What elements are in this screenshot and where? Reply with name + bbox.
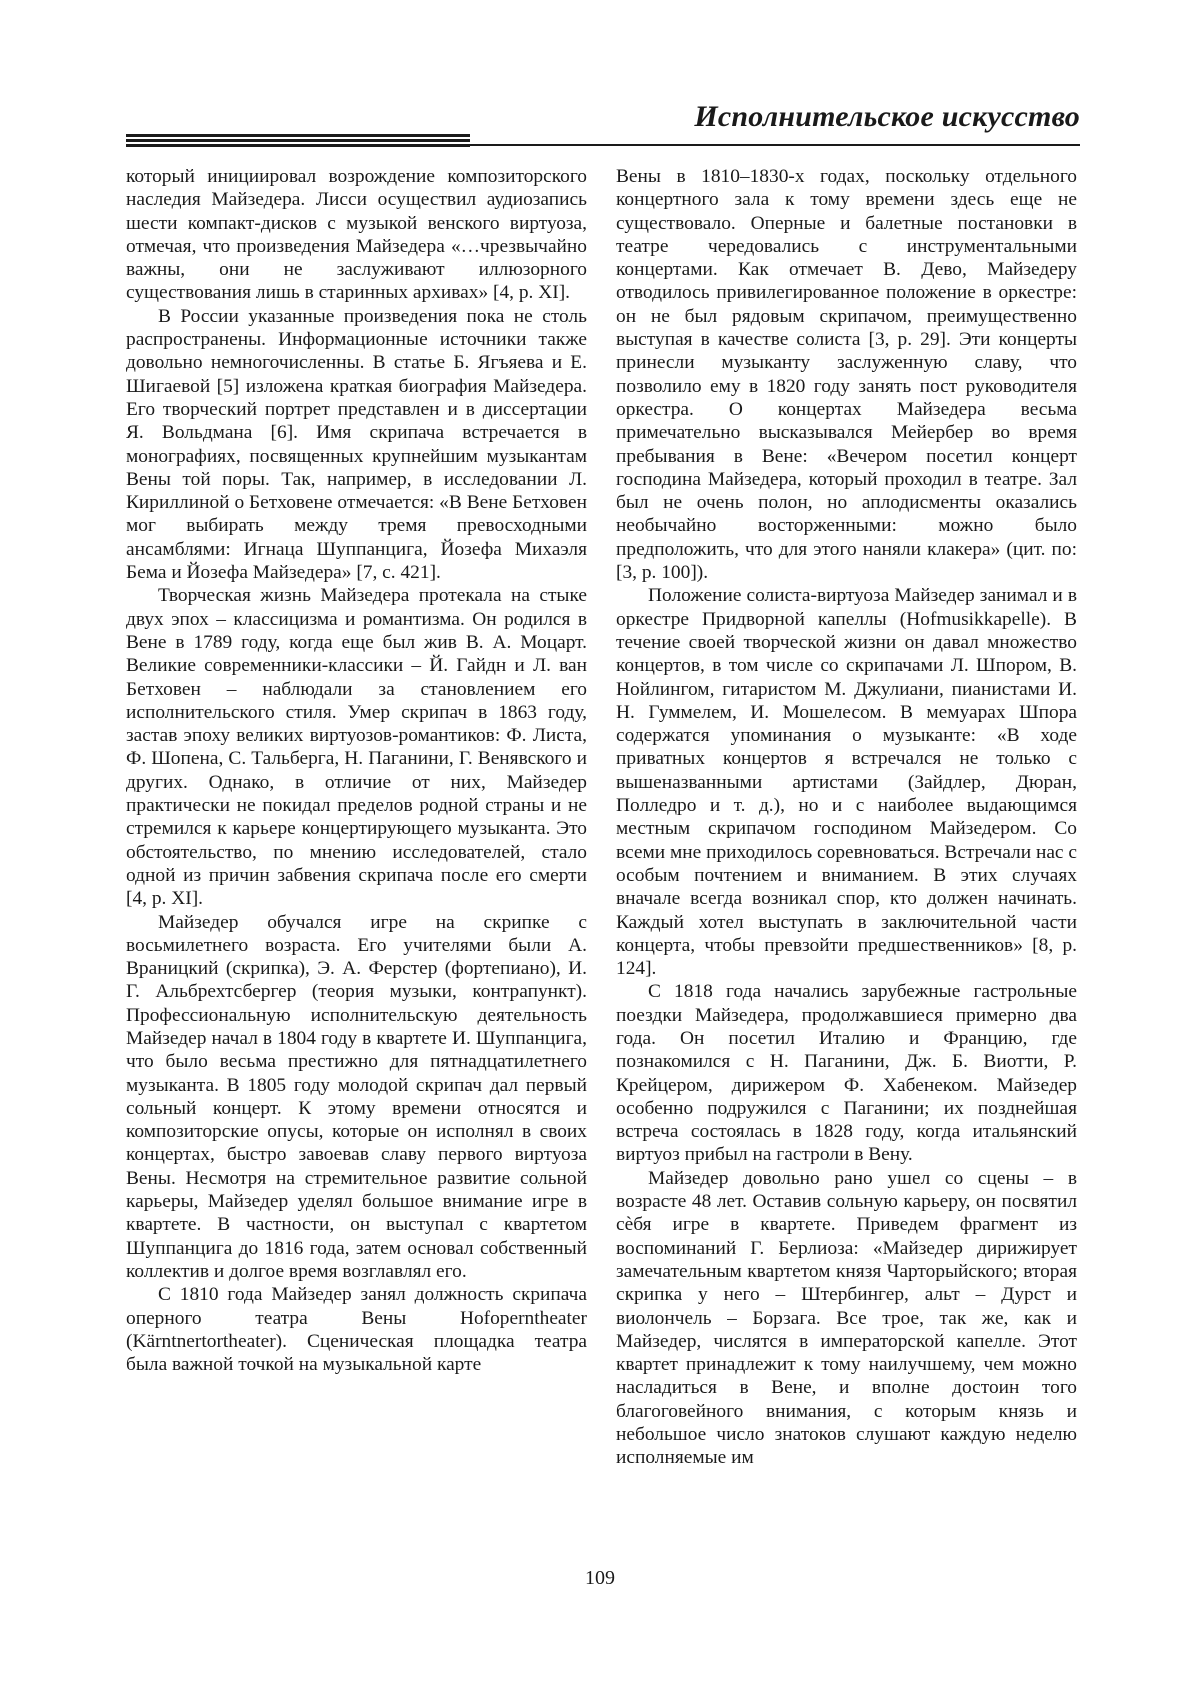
paragraph: Майзедер довольно рано ушел со сцены – в возрасте 48 лет. Оставив сольную карьеру, он посвятил сѐбя игре в квартете. Приведем фрагмент из воспоминаний Г. Берлиоза: «Майзедер дирижирует замечательным квартетом князя Чарторыйского; вторая скрипка у него – Штербингер, альт – Дурст и виолончель – Борзага. Все трое, так же, как и Майзедер, числятся в императорской капелле. Этот квартет принадлежит к тому наилучшему, чем можно насладиться в Вене, и вполне достоин того благоговейного внимания, с которым князь и небольшое число знатоков слушают каждую неделю исполняемые им bbox=[616, 1167, 1077, 1469]
paragraph: Положение солиста-виртуоза Майзедер занимал и в оркестре Придворной капеллы (Hofmusikkapelle). В течение своей творческой жизни он давал множество концертов, в том числе со скрипачами Л. Шпором, В. Нойлингом, гитаристом М. Джулиани, пианистами И. Н. Гуммелем, И. Мошелесом. В мемуарах Шпора содержатся упоминания о музыканте: «В ходе приватных концертов я встречался не только с вышеназванными артистами (Зайдлер, Дюран, Полледро и т. д.), но и с наиболее выдающимся местным скрипачом господином Майзедером. Со всеми мне приходилось соревноваться. Встречали нас с особым почтением и вниманием. В этих случаях вначале всегда возникал спор, кто должен начинать. Каждый хотел выступать в заключительной части концерта, чтобы превзойти предшественников» [8, p. 124]. bbox=[616, 585, 1077, 980]
paragraph: который инициировал возрождение композиторского наследия Майзедера. Лисси осуществил аудиозапись шести компакт-дисков с музыкой венского виртуоза, отмечая, что произведения Майзедера «…чрезвычайно важны, они не заслуживают иллюзорного существования лишь в старинных архивах» [4, p. XI]. bbox=[126, 166, 587, 304]
section-title: Исполнительское искусство bbox=[694, 100, 1080, 133]
header-rule-thick-3 bbox=[126, 144, 470, 147]
header-rule-thick-1 bbox=[126, 134, 470, 137]
header-rule-thick-2 bbox=[126, 139, 470, 142]
header-rule-thin bbox=[470, 144, 1080, 146]
paragraph: Творческая жизнь Майзедера протекала на стыке двух эпох – классицизма и романтизма. Он родился в Вене в 1789 году, когда еще был жив В. А. Моцарт. Великие современники-классики – Й. Гайдн и Л. ван Бетховен – наблюдали за становлением его исполнительского стиля. Умер скрипач в 1863 году, застав эпоху великих виртуозов-романтиков: Ф. Листа, Ф. Шопена, С. Тальберга, Н. Паганини, Г. Венявского и других. Однако, в отличие от них, Майзедер практически не покидал пределов родной страны и не стремился к карьере концертирующего музыканта. Это обстоятельство, по мнению исследователей, стало одной из причин забвения скрипача после его смерти [4, p. XI]. bbox=[126, 585, 587, 910]
right-column bbox=[616, 165, 1077, 1470]
paragraph: С 1810 года Майзедер занял должность скрипача оперного театра Вены Hofoperntheater (Kärntnertortheater). Сценическая площадка театра была важной точкой на музыкальной карте bbox=[126, 1284, 587, 1376]
left-column bbox=[126, 165, 587, 1376]
paragraph: В России указанные произведения пока не столь распространены. Информационные источники также довольно немногочисленны. В статье Б. Ягъяева и Е. Шигаевой [5] изложена краткая биография Майзедера. Его творческий портрет представлен и в диссертации Я. Вольдмана [6]. Имя скрипача встречается в монографиях, посвященных крупнейшим музыкантам Вены той поры. Так, например, в исследовании Л. Кириллиной о Бетховене отмечается: «В Вене Бетховен мог выбирать между тремя превосходными ансамблями: Игнаца Шуппанцига, Йозефа Михаэля Бема и Йозефа Майзедера» [7, с. 421]. bbox=[126, 305, 587, 584]
paragraph: С 1818 года начались зарубежные гастрольные поездки Майзедера, продолжавшиеся примерно два года. Он посетил Италию и Францию, где познакомился с Н. Паганини, Дж. Б. Виотти, Р. Крейцером, дирижером Ф. Хабенеком. Майзедер особенно подружился с Паганини; их позднейшая встреча состоялась в 1828 году, когда итальянский виртуоз прибыл на гастроли в Вену. bbox=[616, 981, 1077, 1166]
paragraph: Майзедер обучался игре на скрипке с восьмилетнего возраста. Его учителями были А. Враницкий (скрипка), Э. А. Ферстер (фортепиано), И. Г. Альбрехтсбергер (теория музыки, контрапункт). Профессиональную исполнительскую деятельность Майзедер начал в 1804 году в квартете И. Шуппанцига, что было весьма престижно для пятнадцатилетнего музыканта. В 1805 году молодой скрипач дал первый сольный концерт. К этому времени относятся и композиторские опусы, которые он исполнял в своих концертах, быстро завоевав славу первого виртуоза Вены. Несмотря на стремительное развитие сольной карьеры, Майзедер уделял большое внимание игре в квартете. В частности, он выступал с квартетом Шуппанцига до 1816 года, затем основал собственный коллектив и долгое время возглавлял его. bbox=[126, 911, 587, 1282]
page-number: 109 bbox=[585, 1567, 615, 1589]
paragraph: Вены в 1810–1830-х годах, поскольку отдельного концертного зала к тому времени здесь еще не существовало. Оперные и балетные постановки в театре чередовались с инструментальными концертами. Как отмечает В. Дево, Майзедеру отводилось привилегированное положение в оркестре: он не был рядовым скрипачом, преимущественно выступая в качестве солиста [3, p. 29]. Эти концерты принесли музыканту заслуженную славу, что позволило ему в 1820 году занять пост руководителя оркестра. О концертах Майзедера весьма примечательно высказывался Мейербер во время пребывания в Вене: «Вечером посетил концерт господина Майзедера, который проходил в театре. Зал был не очень полон, но аплодисменты оказались необычайно восторженными: можно было предположить, что для этого наняли клакера» (цит. по: [3, p. 100]). bbox=[616, 166, 1077, 584]
